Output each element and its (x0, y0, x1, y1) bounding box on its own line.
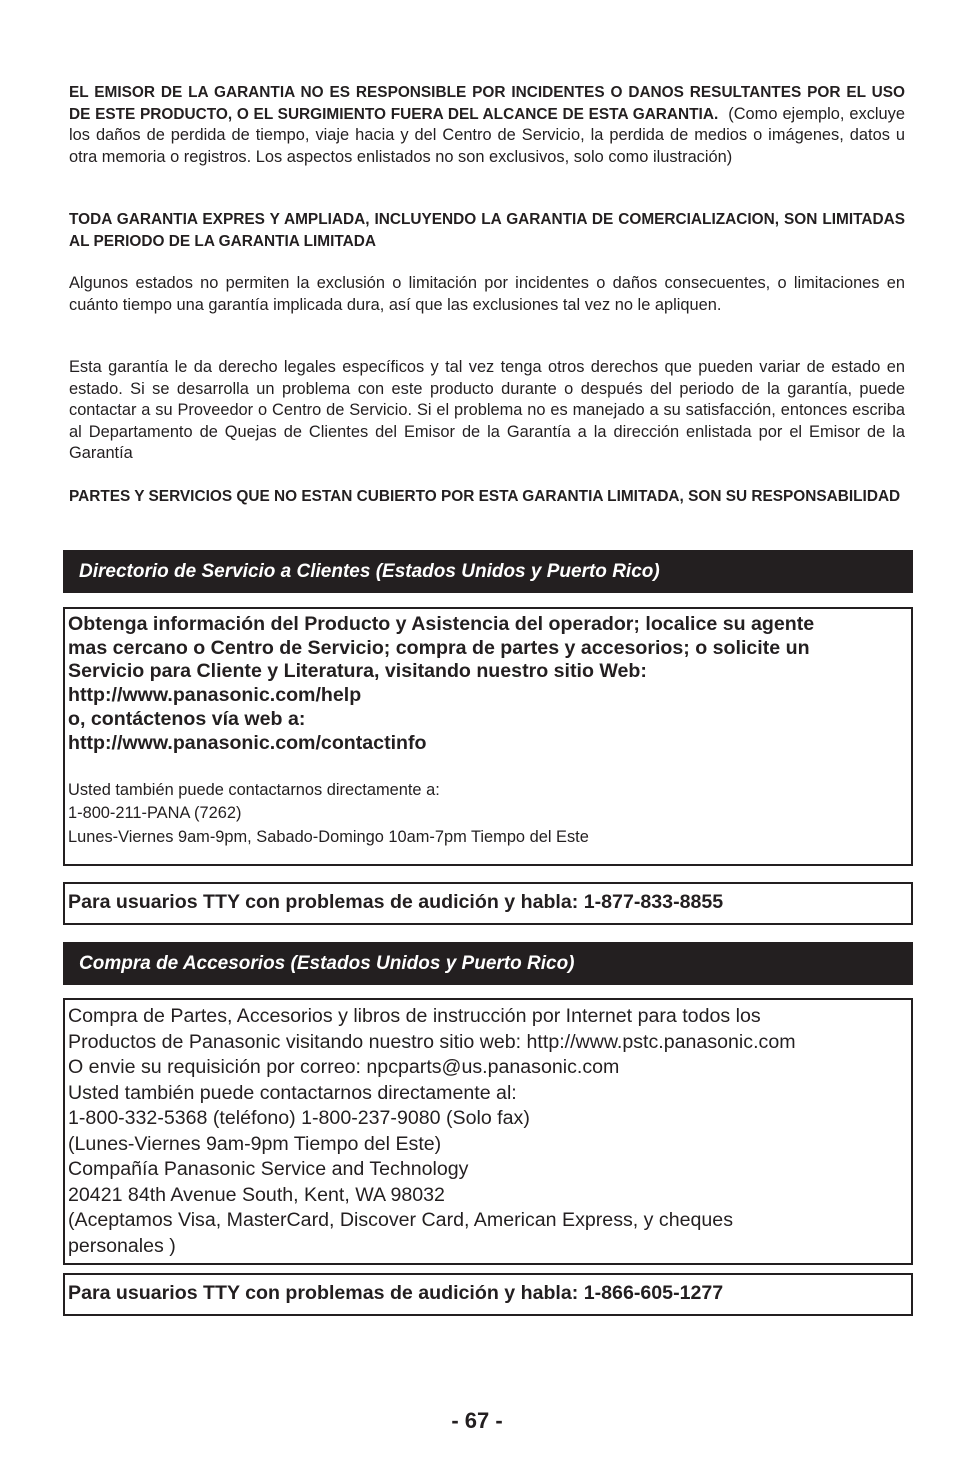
accessories-box (63, 998, 913, 1265)
tty-box: Para usuarios TTY con problemas de audición y habla: 1-866-605-1277 (63, 1273, 913, 1316)
implied-warranty-paragraph: TODA GARANTIA EXPRES Y AMPLIADA, INCLUYENDO LA GARANTIA DE COMERCIALIZACION, SON LIMITADAS AL PERIODO DE LA GARANTIA LIMITADA (69, 211, 905, 250)
tty-box: Para usuarios TTY con problemas de audición y habla: 1-877-833-8855 (63, 882, 913, 925)
directory-line: mas cercano o Centro de Servicio; compra de partes y accesorios; o solicite un (68, 636, 810, 659)
legal-rights-paragraph: Esta garantía le da derecho legales específicos y tal vez tenga otros derechos que pueden variar de estado en estado. Si se desarrolla un problema con este producto durante o después del periodo de la garantía, puede contactar a su Proveedor o Centro de Servicio. Si el problema no es manejado a su satisfacción, entonces escriba al Departamento de Quejas de Clientes del Emisor de la Garantía a la dirección enlistada por el Emisor de la Garantía (69, 358, 905, 462)
phone-number: 1-800-211-PANA (7262) (68, 804, 242, 823)
liability-paragraph (69, 82, 905, 168)
accessories-line: O envie su requisición por correo: npcparts@us.panasonic.com (68, 1056, 620, 1078)
accessories-line: 1-800-332-5368 (teléfono) 1-800-237-9080 (Solo fax) (68, 1107, 530, 1129)
contactinfo-url[interactable]: http://www.panasonic.com/contactinfo (68, 731, 427, 754)
accessories-line: (Aceptamos Visa, MasterCard, Discover Card, American Express, y cheques (68, 1209, 733, 1231)
accessories-line: Usted también puede contactarnos directamente al: (68, 1081, 517, 1104)
directory-line: Servicio para Cliente y Literatura, visitando nuestro sitio Web: (68, 660, 647, 683)
liability-bold-text: EL EMISOR DE LA GARANTIA NO ES RESPONSIBLE POR INCIDENTES O DANOS RESULTANTES POR EL USO DE ESTE PRODUCTO, O EL SURGIMIENTO FUERA DEL ALCANCE DE ESTA GARANTIA. (69, 84, 905, 123)
accessories-line: Compañía Panasonic Service and Technology (68, 1158, 469, 1180)
directory-line: Obtenga información del Producto y Asistencia del operador; localice su agente (68, 613, 815, 635)
accessories-line: 20421 84th Avenue South, Kent, WA 98032 (68, 1183, 445, 1206)
help-url[interactable]: http://www.panasonic.com/help (68, 684, 362, 707)
directory-box (63, 607, 913, 866)
state-exclusions-paragraph: Algunos estados no permiten la exclusión o limitación por incidentes o daños consecuentes, o limitaciones en cuánto tiempo una garantía implicada dura, así que las exclusiones tal vez no le apliquen. (69, 274, 905, 314)
directory-heading: Directorio de Servicio a Clientes (Estados Unidos y Puerto Rico) (63, 550, 913, 593)
contact-hours: Lunes-Viernes 9am-9pm, Sabado-Domingo 10am-7pm Tiempo del Este (68, 827, 589, 846)
contact-line: Usted también puede contactarnos directamente a: (68, 781, 440, 800)
liability-normal-text: (Como ejemplo, excluye los daños de perdida de tiempo, viaje hacia y del Centro de Servicio, la perdida de medios o imágenes, datos u otra memoria o registros. Los aspectos enlistados no son exclusivos, solo como ilustración) (69, 104, 905, 166)
accessories-line: Productos de Panasonic visitando nuestro sitio web: http://www.pstc.panasonic.com (68, 1030, 796, 1053)
accessories-heading: Compra de Accesorios (Estados Unidos y Puerto Rico) (63, 942, 913, 985)
directory-line: o, contáctenos vía web a: (68, 707, 306, 730)
accessories-line: Compra de Partes, Accesorios y libros de instrucción por Internet para todos los (68, 1005, 761, 1027)
accessories-line: personales ) (68, 1234, 176, 1257)
accessories-line: (Lunes-Viernes 9am-9pm Tiempo del Este) (68, 1132, 442, 1155)
page-number: - 67 - (451, 1408, 503, 1433)
parts-services-paragraph: PARTES Y SERVICIOS QUE NO ESTAN CUBIERTO POR ESTA GARANTIA LIMITADA, SON SU RESPONSABILIDAD (69, 488, 901, 505)
